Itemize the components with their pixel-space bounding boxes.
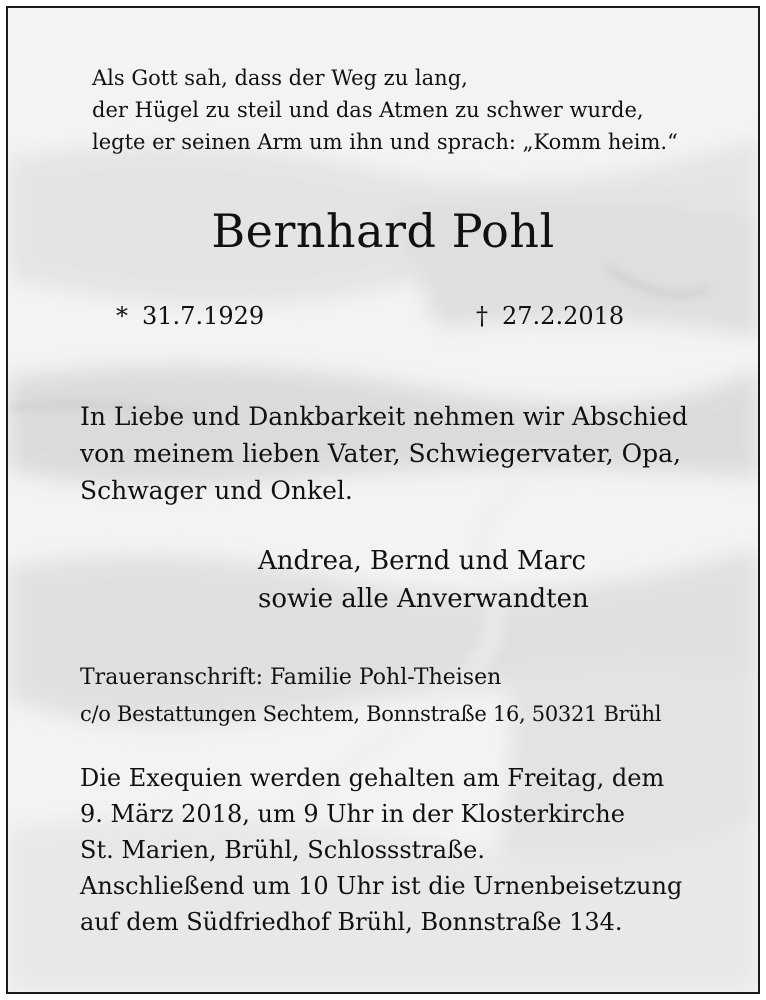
death-date-block	[476, 302, 624, 330]
obituary-card	[6, 6, 760, 994]
service-details	[80, 760, 692, 940]
birth-date-block	[116, 302, 264, 330]
poem-line: Als Gott sah, dass der Weg zu lang,	[92, 66, 468, 90]
farewell-text	[80, 398, 688, 509]
farewell-line: von meinem lieben Vater, Schwiegervater, Opa,	[80, 439, 681, 468]
star-icon: *	[116, 302, 128, 330]
obituary-content	[8, 8, 758, 992]
cross-icon: †	[476, 302, 488, 330]
service-line: auf dem Südfriedhof Brühl, Bonnstraße 134.	[80, 908, 623, 936]
deceased-name: Bernhard Pohl	[211, 204, 555, 258]
service-line: St. Marien, Brühl, Schlossstraße.	[80, 836, 485, 864]
birth-date: 31.7.1929	[142, 302, 265, 330]
service-line: Die Exequien werden gehalten am Freitag, dem	[80, 764, 665, 792]
poem-line: der Hügel zu steil und das Atmen zu schwer wurde,	[92, 98, 644, 122]
poem	[92, 62, 678, 158]
service-line: Anschließend um 10 Uhr ist die Urnenbeisetzung	[80, 872, 683, 900]
poem-line: legte er seinen Arm um ihn und sprach: „Komm heim.“	[92, 130, 678, 154]
service-line: 9. März 2018, um 9 Uhr in der Klosterkirche	[80, 800, 625, 828]
farewell-line: Schwager und Onkel.	[80, 476, 353, 505]
mourners-line: sowie alle Anverwandten	[258, 584, 589, 614]
address-line: c/o Bestattungen Sechtem, Bonnstraße 16, 50321 Brühl	[80, 702, 662, 726]
address-line: Traueranschrift: Familie Pohl-Theisen	[80, 665, 502, 690]
mourning-address	[80, 660, 661, 732]
mourners	[258, 542, 589, 618]
death-date: 27.2.2018	[502, 302, 625, 330]
mourners-line: Andrea, Bernd und Marc	[258, 546, 587, 576]
farewell-line: In Liebe und Dankbarkeit nehmen wir Abschied	[80, 402, 688, 431]
